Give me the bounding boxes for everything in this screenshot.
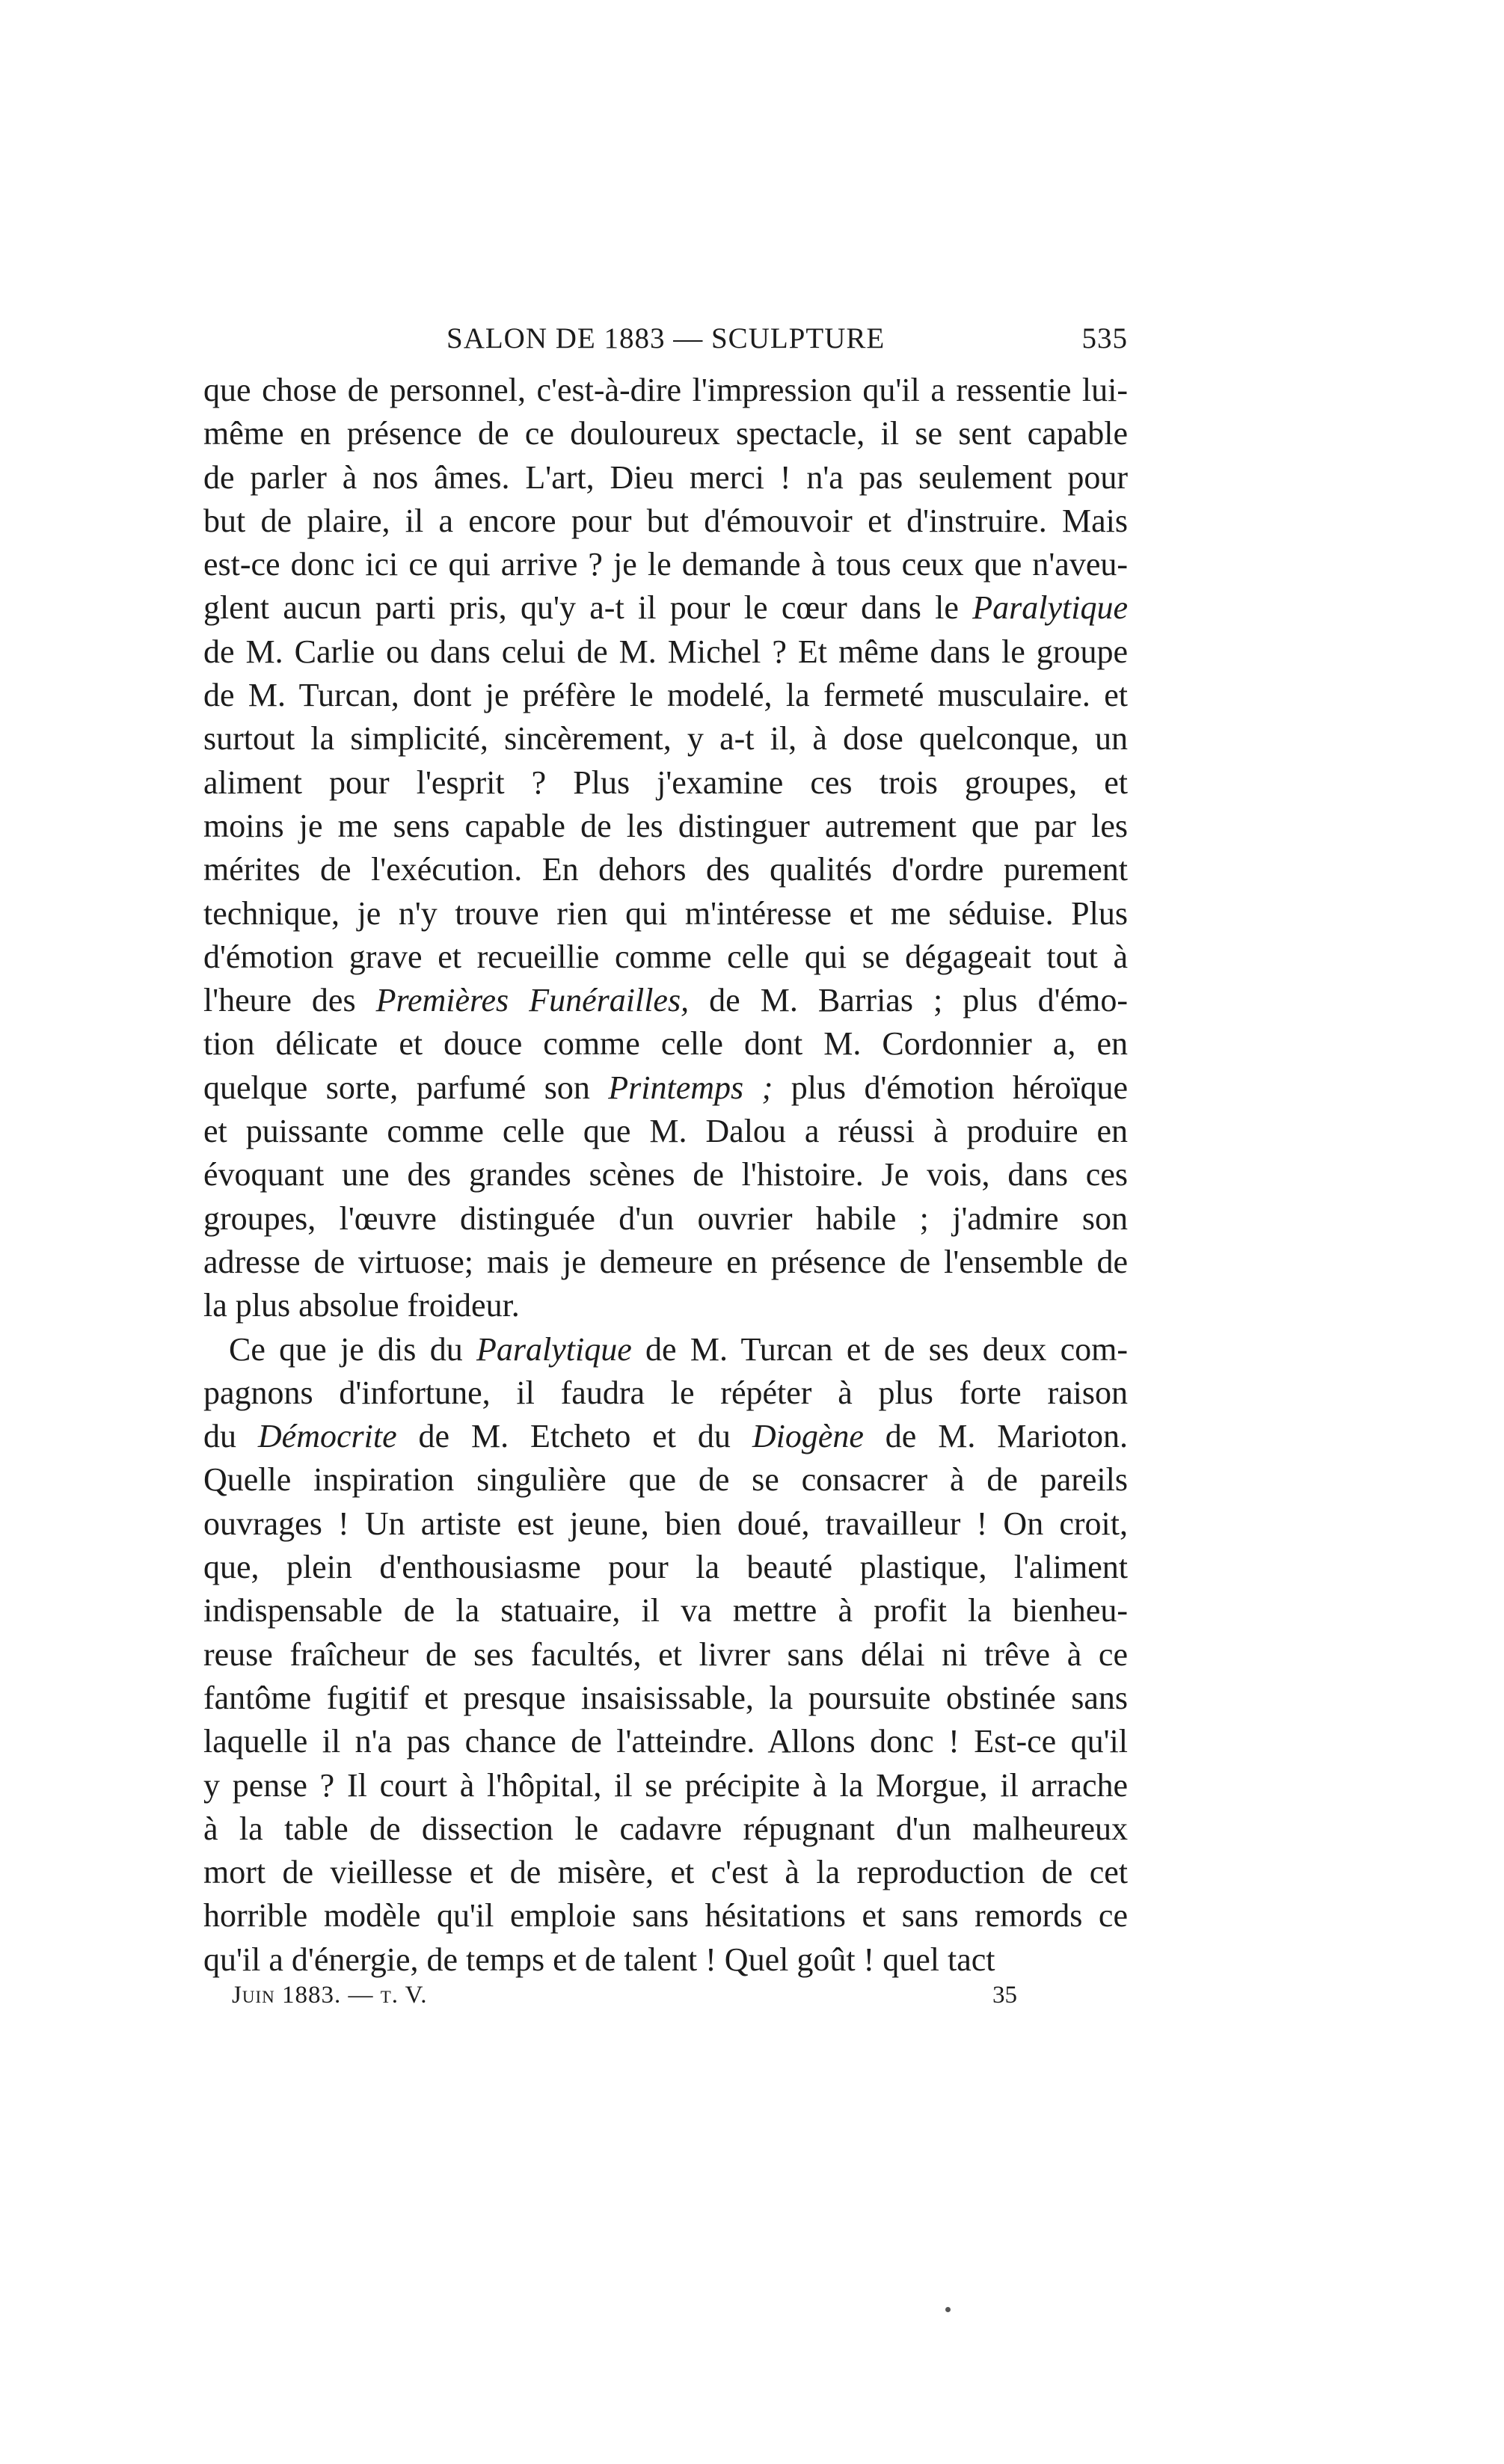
text-line: que chose de personnel, c'est-à-dire l'impression qu'il a ressentie lui- <box>203 372 1128 408</box>
text-line: évoquant une des grandes scènes de l'histoire. Je vois, dans ces <box>203 1156 1128 1193</box>
printer-signature: Juin 1883. — t. V. <box>232 1982 428 2009</box>
text-line: est-ce donc ici ce qui arrive ? je le demande à tous ceux que n'aveu- <box>203 546 1128 583</box>
italic-title: Paralytique <box>972 589 1128 627</box>
text-line: horrible modèle qu'il emploie sans hésitations et sans remords ce <box>203 1897 1128 1935</box>
text-line: surtout la simplicité, sincèrement, y a-t il, à dose quelconque, un <box>203 720 1128 758</box>
text-line: de M. Carlie ou dans celui de M. Michel ? Et même dans le groupe <box>203 633 1128 670</box>
text-line: mérites de l'exécution. En dehors des qualités d'ordre purement <box>203 851 1128 888</box>
text-line: de parler à nos âmes. L'art, Dieu merci ! n'a pas seulement pour <box>203 458 1128 496</box>
text-line: Quelle inspiration singulière que de se consacrer à de pareils <box>203 1461 1128 1499</box>
text-line: mort de vieillesse et de misère, et c'est à la reproduction de cet <box>203 1854 1128 1891</box>
text-line: d'émotion grave et recueillie comme celle qui se dégageait tout à <box>203 938 1128 975</box>
text-line: ouvrages ! Un artiste est jeune, bien doué, travailleur ! On croit, <box>203 1505 1128 1542</box>
text-line: aliment pour l'esprit ? Plus j'examine ces trois groupes, et <box>203 764 1128 801</box>
sheet-number: 35 <box>992 1982 1017 2009</box>
text-line: quelque sorte, parfumé son Printemps ; plus d'émotion héroïque <box>203 1069 1128 1106</box>
text-line: groupes, l'œuvre distinguée d'un ouvrier habile ; j'admire son <box>203 1199 1128 1237</box>
text-line: tion délicate et douce comme celle dont M. Cordonnier a, en <box>203 1025 1128 1063</box>
text-line: laquelle il n'a pas chance de l'atteindre. Allons donc ! Est-ce qu'il <box>203 1723 1128 1760</box>
text-line: l'heure des Premières Funérailles, de M. Barrias ; plus d'émo- <box>203 982 1128 1019</box>
text-line: de M. Turcan, dont je préfère le modelé, la fermeté musculaire. et <box>203 677 1128 714</box>
page-footer <box>203 1982 1128 2019</box>
text-line: et puissante comme celle que M. Dalou a réussi à produire en <box>203 1113 1128 1150</box>
italic-title: Diogène <box>752 1418 864 1455</box>
text-line: qu'il a d'énergie, de temps et de talent ! Quel goût ! quel tact <box>203 1941 995 1978</box>
text-line: même en présence de ce douloureux spectacle, il se sent capable <box>203 415 1128 452</box>
italic-title: Premières Funérailles, <box>375 982 690 1019</box>
page-number: 535 <box>1081 322 1128 354</box>
text-line: glent aucun parti pris, qu'y a-t il pour le cœur dans le Paralytique <box>203 589 1128 627</box>
text-line: que, plein d'enthousiasme pour la beauté plastique, l'aliment <box>203 1549 1128 1586</box>
text-line: reuse fraîcheur de ses facultés, et livrer sans délai ni trêve à ce <box>203 1635 1128 1673</box>
body-text <box>203 369 1128 1982</box>
text-line: à la table de dissection le cadavre répugnant d'un malheureux <box>203 1810 1128 1847</box>
text-line: Ce que je dis du Paralytique de M. Turcan et de ses deux com- <box>229 1330 1128 1368</box>
italic-title: Paralytique <box>476 1330 632 1368</box>
text-line: indispensable de la statuaire, il va mettre à profit la bienheu- <box>203 1592 1128 1629</box>
text-line: technique, je n'y trouve rien qui m'intéresse et me séduise. Plus <box>203 894 1128 932</box>
text-line: la plus absolue froideur. <box>203 1287 520 1324</box>
text-line: pagnons d'infortune, il faudra le répéter à plus forte raison <box>203 1374 1128 1411</box>
text-line: moins je me sens capable de les distinguer autrement que par les <box>203 807 1128 844</box>
text-line: fantôme fugitif et presque insaisissable, la poursuite obstinée sans <box>203 1679 1128 1716</box>
running-title: SALON DE 1883 — SCULPTURE <box>446 322 885 354</box>
italic-title: Printemps ; <box>608 1069 773 1106</box>
running-header <box>203 322 1128 363</box>
italic-title: Démocrite <box>257 1418 397 1455</box>
text-line: adresse de virtuose; mais je demeure en présence de l'ensemble de <box>203 1243 1128 1280</box>
text-line: du Démocrite de M. Etcheto et du Diogène de M. Marioton. <box>203 1418 1128 1455</box>
text-line: but de plaire, il a encore pour but d'émouvoir et d'instruire. Mais <box>203 502 1128 539</box>
paper-speck <box>945 2307 951 2312</box>
text-line: y pense ? Il court à l'hôpital, il se précipite à la Morgue, il arrache <box>203 1766 1128 1804</box>
